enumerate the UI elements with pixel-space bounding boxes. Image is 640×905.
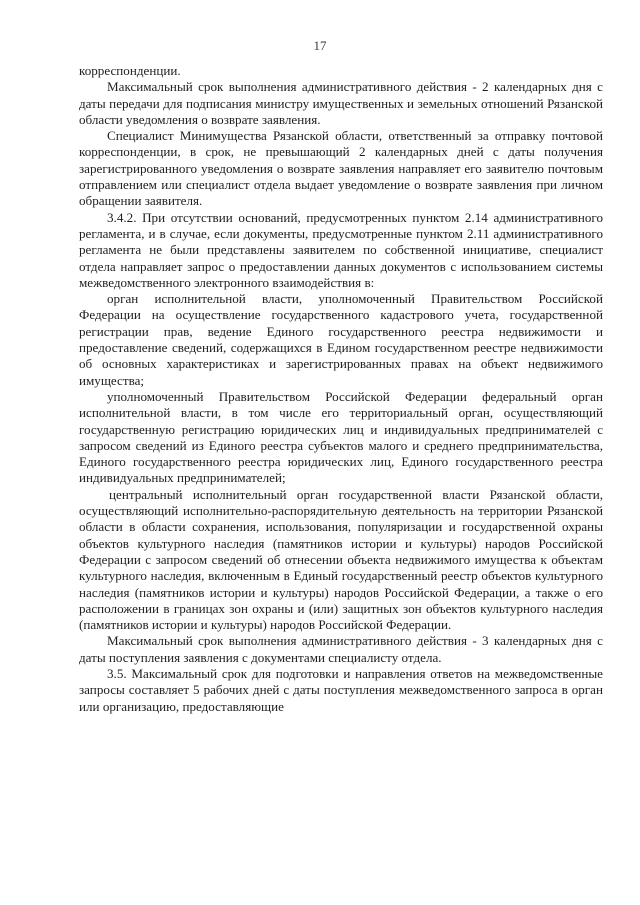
paragraph-clause-3-4-2: 3.4.2. При отсутствии оснований, предусмотренных пунктом 2.14 административного регламента, и в случае, если документы, предусмотренные пунктом 2.11 административного регламента не были представлены заявителем по собственной инициативе, специалист отдела направляет запрос о предоставлении данных документов с использованием системы межведомственного электронного взаимодействия в: — [79, 209, 603, 290]
paragraph-max-term-return-notice: Максимальный срок выполнения административного действия - 2 календарных дня с даты передачи для подписания министру имущественных и земельных отношений Рязанской области уведомления о возврате заявления. — [79, 79, 603, 127]
paragraph-clause-3-5: 3.5. Максимальный срок для подготовки и направления ответов на межведомственные запросы составляет 5 рабочих дней с даты поступления межведомственного запроса в орган или организацию, предоставляющие — [79, 665, 603, 714]
paragraph-federal-registration-authority: уполномоченный Правительством Российской Федерации федеральный орган исполнительной власти, в том числе его территориальный орган, осуществляющий государственную регистрацию юридических лиц и индивидуальных предпринимателей с запросом сведений из Единого реестра субъектов малого и среднего предпринимательства, Единого государственного реестра юридических лиц, Единого государственного реестра индивидуальных предпринимателей; — [79, 388, 603, 486]
paragraph-max-term-request: Максимальный срок выполнения административного действия - 3 календарных дня с даты поступления заявления с документами специалисту отдела. — [79, 633, 603, 665]
paragraph-cultural-heritage-authority: центральный исполнительный орган государственной власти Рязанской области, осуществляющий исполнительно-распорядительную деятельность на территории Рязанской области в области сохранения, использования, популяризации и государственной охраны объектов культурного наследия (памятников истории и культуры) народов Российской Федерации с запросом сведений об отнесении объекта недвижимого имущества к объектам культурного наследия, включенным в Единый государственный реестр объектов культурного наследия (памятников истории и культуры) народов Российской Федерации, а также о его расположении в границах зон охраны и (или) защитных зон объектов культурного наследия (памятников истории и культуры) народов Российской Федерации. — [79, 486, 603, 633]
paragraph-cadastral-authority: орган исполнительной власти, уполномоченный Правительством Российской Федерации на осуществление государственного кадастрового учета, государственной регистрации прав, ведение Единого государственного реестра недвижимости и предоставление сведений, содержащихся в Едином государственном реестре недвижимости об основных характеристиках и зарегистрированных правах на объект недвижимого имущества; — [79, 291, 603, 388]
document-body — [79, 63, 603, 715]
paragraph-specialist-mailing: Специалист Минимущества Рязанской области, ответственный за отправку почтовой корреспонденции, в срок, не превышающий 2 календарных дней с даты получения зарегистрированного уведомления о возврате заявления направляет его заявителю почтовым отправлением или специалист отдела выдает уведомление о возврате заявления при личном обращении заявителя. — [79, 128, 603, 209]
page-number: 17 — [313, 38, 327, 53]
paragraph-continuation: корреспонденции. — [79, 63, 181, 78]
